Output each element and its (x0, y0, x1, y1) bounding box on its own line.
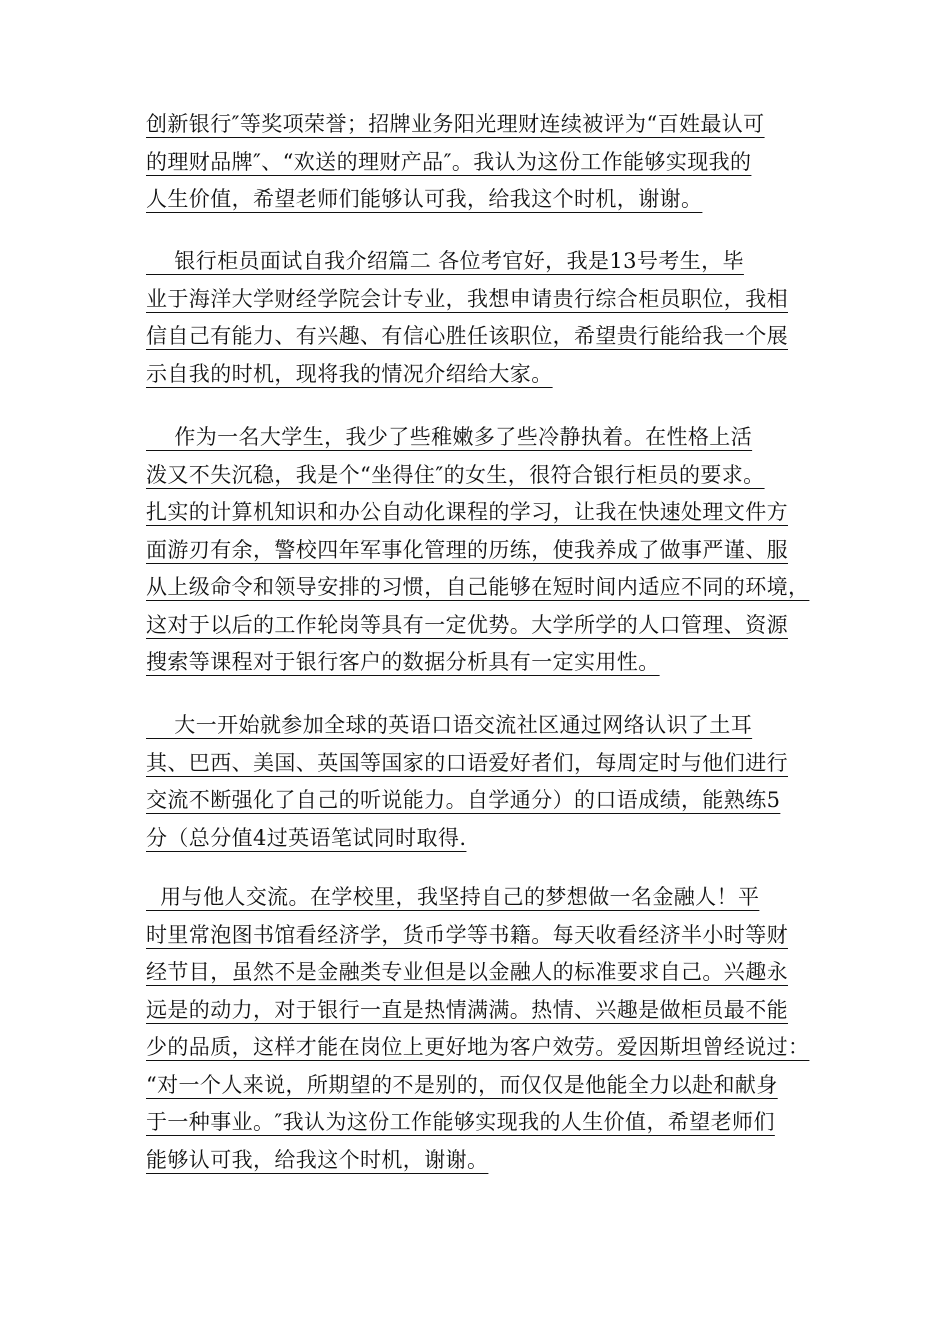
text-line: 经节目，虽然不是金融类专业但是以金融人的标准要求自己。兴趣永 (146, 960, 788, 984)
text-line: 于一种事业。″我认为这份工作能够实现我的人生价值，希望老师们 (146, 1110, 775, 1134)
text-line: 搜索等课程对于银行客户的数据分析具有一定实用性。 (146, 650, 660, 674)
text-line: “对一个人来说，所期望的不是别的，而仅仅是他能全力以赴和献身 (146, 1072, 778, 1097)
text-line: 交流不断强化了自己的听说能力。自学通分）的口语成绩，能熟练5 (146, 788, 781, 812)
text-line: 能够认可我，给我这个时机，谢谢。 (146, 1147, 489, 1172)
text-line: 面游刃有余，警校四年军事化管理的历练，使我养成了做事严谨、服 (146, 537, 788, 562)
text-line: 从上级命令和领导安排的习惯，自己能够在短时间内适应不同的环境， (146, 575, 810, 599)
text-line: 的理财品牌″、“欢送的理财产品″。我认为这份工作能够实现我的 (146, 149, 752, 174)
text-line: 远是的动力，对于银行一直是热情满满。热情、兴趣是做柜员最不能 (146, 997, 788, 1022)
text-line: 业于海洋大学财经学院会计专业，我想申请贵行综合柜员职位，我相 (146, 286, 788, 311)
text-line: 扎实的计算机知识和办公自动化课程的学习，让我在快速处理文件方 (146, 500, 788, 524)
text-line: 大一开始就参加全球的英语口语交流社区通过网络认识了土耳 (146, 713, 753, 737)
text-line: 分（总分值4过英语笔试同时取得. (146, 825, 467, 850)
text-line: 人生价值，希望老师们能够认可我，给我这个时机，谢谢。 (146, 187, 703, 211)
paragraph-3 (146, 419, 809, 682)
text-line: 作为一名大学生，我少了些稚嫩多了些冷静执着。在性格上活 (146, 425, 753, 449)
text-line: 信自己有能力、有兴趣、有信心胜任该职位，希望贵行能给我一个展 (146, 324, 788, 348)
paragraph-1 (146, 106, 765, 219)
paragraph-4 (146, 707, 788, 857)
text-line: 银行柜员面试自我介绍篇二 各位考官好，我是13号考生，毕 (146, 249, 744, 273)
paragraph-5 (146, 879, 809, 1179)
text-line: 用与他人交流。在学校里，我坚持自己的梦想做一名金融人！平 (146, 885, 760, 909)
text-line: 这对于以后的工作轮岗等具有一定优势。大学所学的人口管理、资源 (146, 612, 788, 637)
text-line: 时里常泡图书馆看经济学，货币学等书籍。每天收看经济半小时等财 (146, 922, 788, 947)
text-line: 少的品质，这样才能在岗位上更好地为客户效劳。爱因斯坦曾经说过： (146, 1035, 810, 1059)
text-line: 创新银行″等奖项荣誉；招牌业务阳光理财连续被评为“百姓最认可 (146, 112, 765, 136)
paragraph-2 (146, 243, 788, 393)
text-line: 其、巴西、美国、英国等国家的口语爱好者们，每周定时与他们进行 (146, 750, 788, 775)
text-line: 示自我的时机，现将我的情况介绍给大家。 (146, 361, 553, 386)
text-line: 泼又不失沉稳，我是个“坐得住″的女生，很符合银行柜员的要求。 (146, 462, 765, 487)
